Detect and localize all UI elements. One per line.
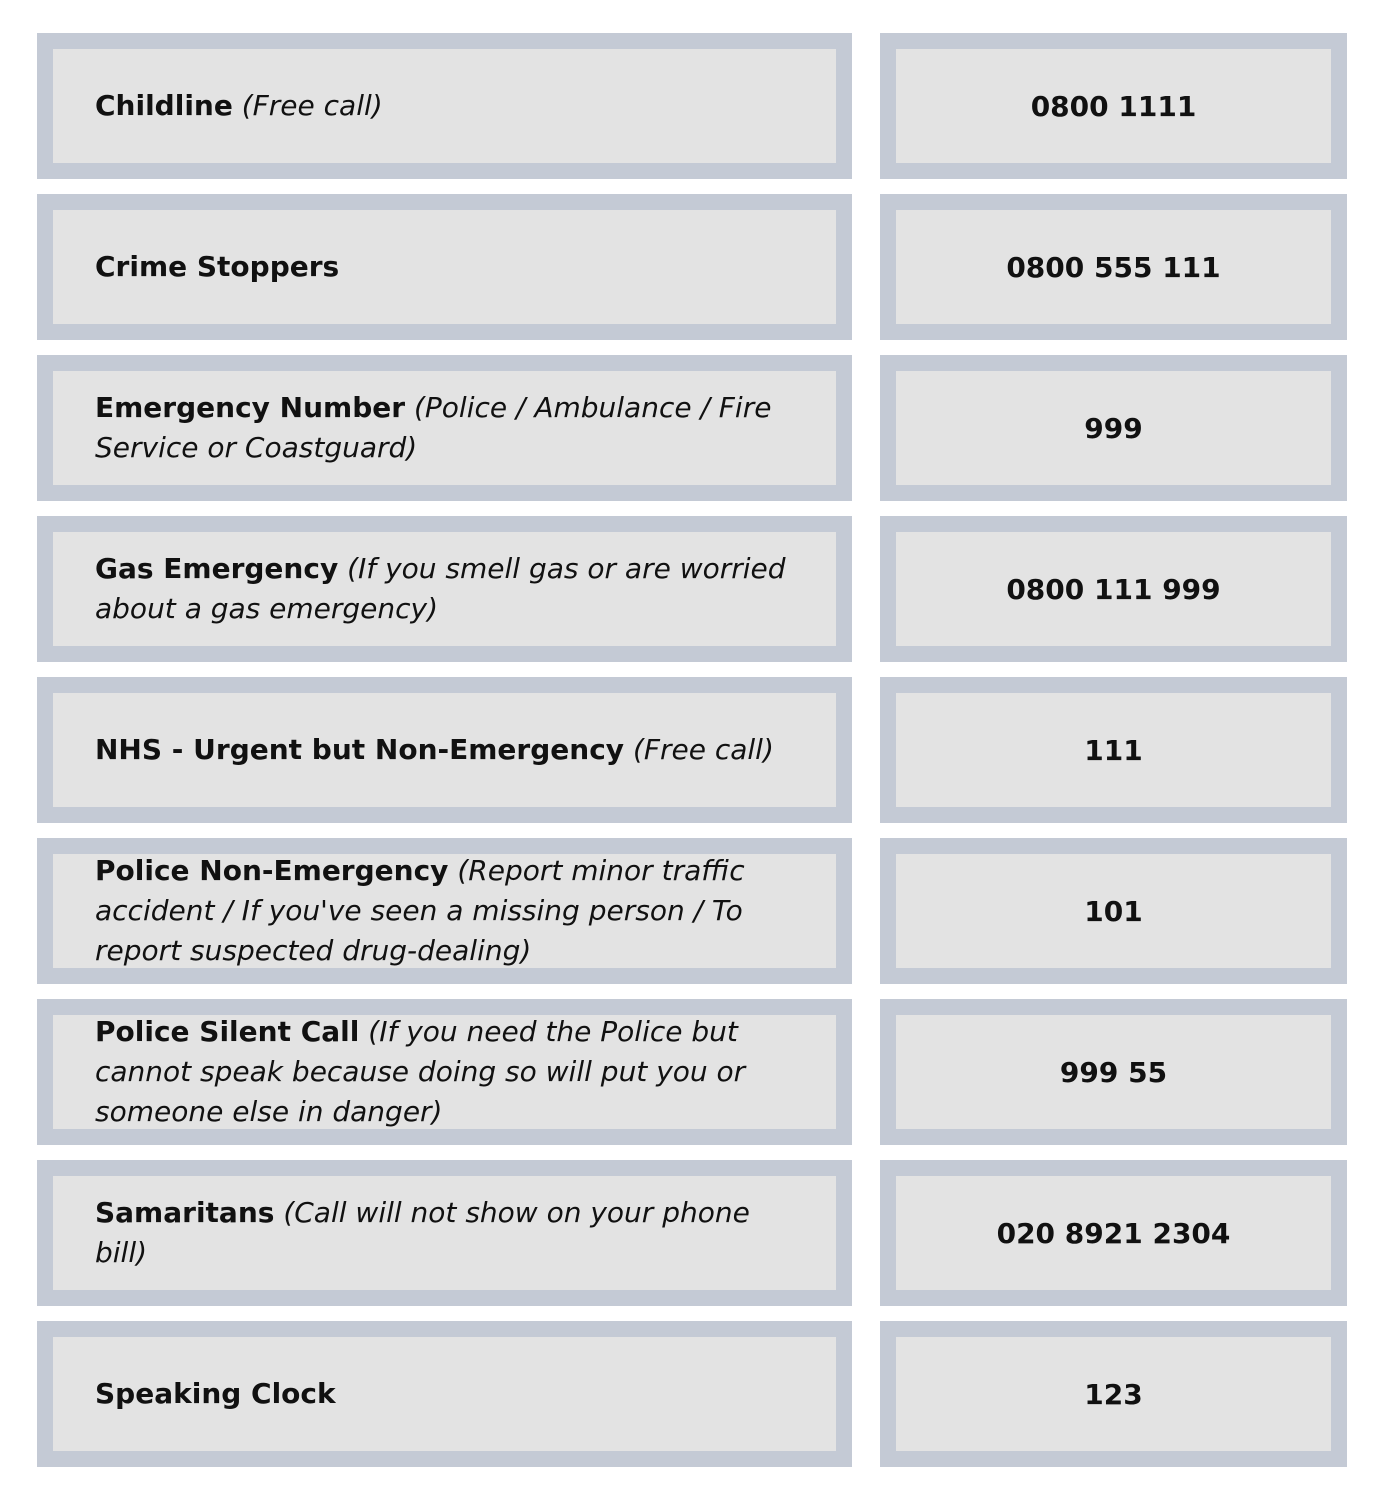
contact-name: Emergency Number	[95, 391, 406, 424]
contact-label	[95, 1193, 796, 1273]
contact-name: NHS - Urgent but Non-Emergency	[95, 733, 625, 766]
contacts-table	[37, 33, 1347, 1482]
contact-label	[95, 388, 796, 468]
contact-name: Speaking Clock	[95, 1377, 336, 1410]
table-row	[37, 194, 1347, 340]
table-row	[37, 677, 1347, 823]
contact-label-cell	[37, 194, 852, 340]
contact-name: Samaritans	[95, 1196, 275, 1229]
contact-label	[95, 1374, 336, 1414]
contact-number[interactable]: 101	[880, 838, 1347, 984]
contact-number[interactable]: 123	[880, 1321, 1347, 1467]
contact-label	[95, 1012, 796, 1132]
table-row	[37, 516, 1347, 662]
contact-name: Police Silent Call	[95, 1015, 360, 1048]
contact-name: Gas Emergency	[95, 552, 339, 585]
contact-label-cell	[37, 838, 852, 984]
contact-note: (If you need the Police but cannot speak because doing so will put you or someone else in danger)	[95, 1015, 746, 1128]
contact-label	[95, 730, 774, 770]
table-row	[37, 999, 1347, 1145]
contact-label	[95, 86, 383, 126]
contact-note: (Report minor traffic accident / If you've seen a missing person / To report suspected drug-dealing)	[95, 854, 745, 967]
table-row	[37, 33, 1347, 179]
contact-note: (If you smell gas or are worried about a gas emergency)	[95, 552, 786, 625]
contact-note: (Free call)	[241, 89, 383, 122]
contact-label	[95, 549, 796, 629]
contact-label-cell	[37, 677, 852, 823]
contact-note: (Call will not show on your phone bill)	[95, 1196, 750, 1269]
contact-name: Crime Stoppers	[95, 250, 340, 283]
contact-note: (Police / Ambulance / Fire Service or Coastguard)	[95, 391, 772, 464]
contact-label-cell	[37, 516, 852, 662]
contact-number[interactable]: 0800 555 111	[880, 194, 1347, 340]
contact-name: Childline	[95, 89, 233, 122]
contact-number[interactable]: 020 8921 2304	[880, 1160, 1347, 1306]
contact-label-cell	[37, 1160, 852, 1306]
contact-note: (Free call)	[632, 733, 774, 766]
contact-label-cell	[37, 999, 852, 1145]
contact-number[interactable]: 999	[880, 355, 1347, 501]
contact-number[interactable]: 999 55	[880, 999, 1347, 1145]
contact-label-cell	[37, 1321, 852, 1467]
contact-label	[95, 247, 339, 287]
contact-name: Police Non-Emergency	[95, 854, 449, 887]
contact-label-cell	[37, 355, 852, 501]
table-row	[37, 1321, 1347, 1467]
contact-number[interactable]: 111	[880, 677, 1347, 823]
table-row	[37, 1160, 1347, 1306]
contact-number[interactable]: 0800 111 999	[880, 516, 1347, 662]
table-row	[37, 838, 1347, 984]
contact-number[interactable]: 0800 1111	[880, 33, 1347, 179]
table-row	[37, 355, 1347, 501]
contact-label-cell	[37, 33, 852, 179]
contact-label	[95, 851, 796, 971]
